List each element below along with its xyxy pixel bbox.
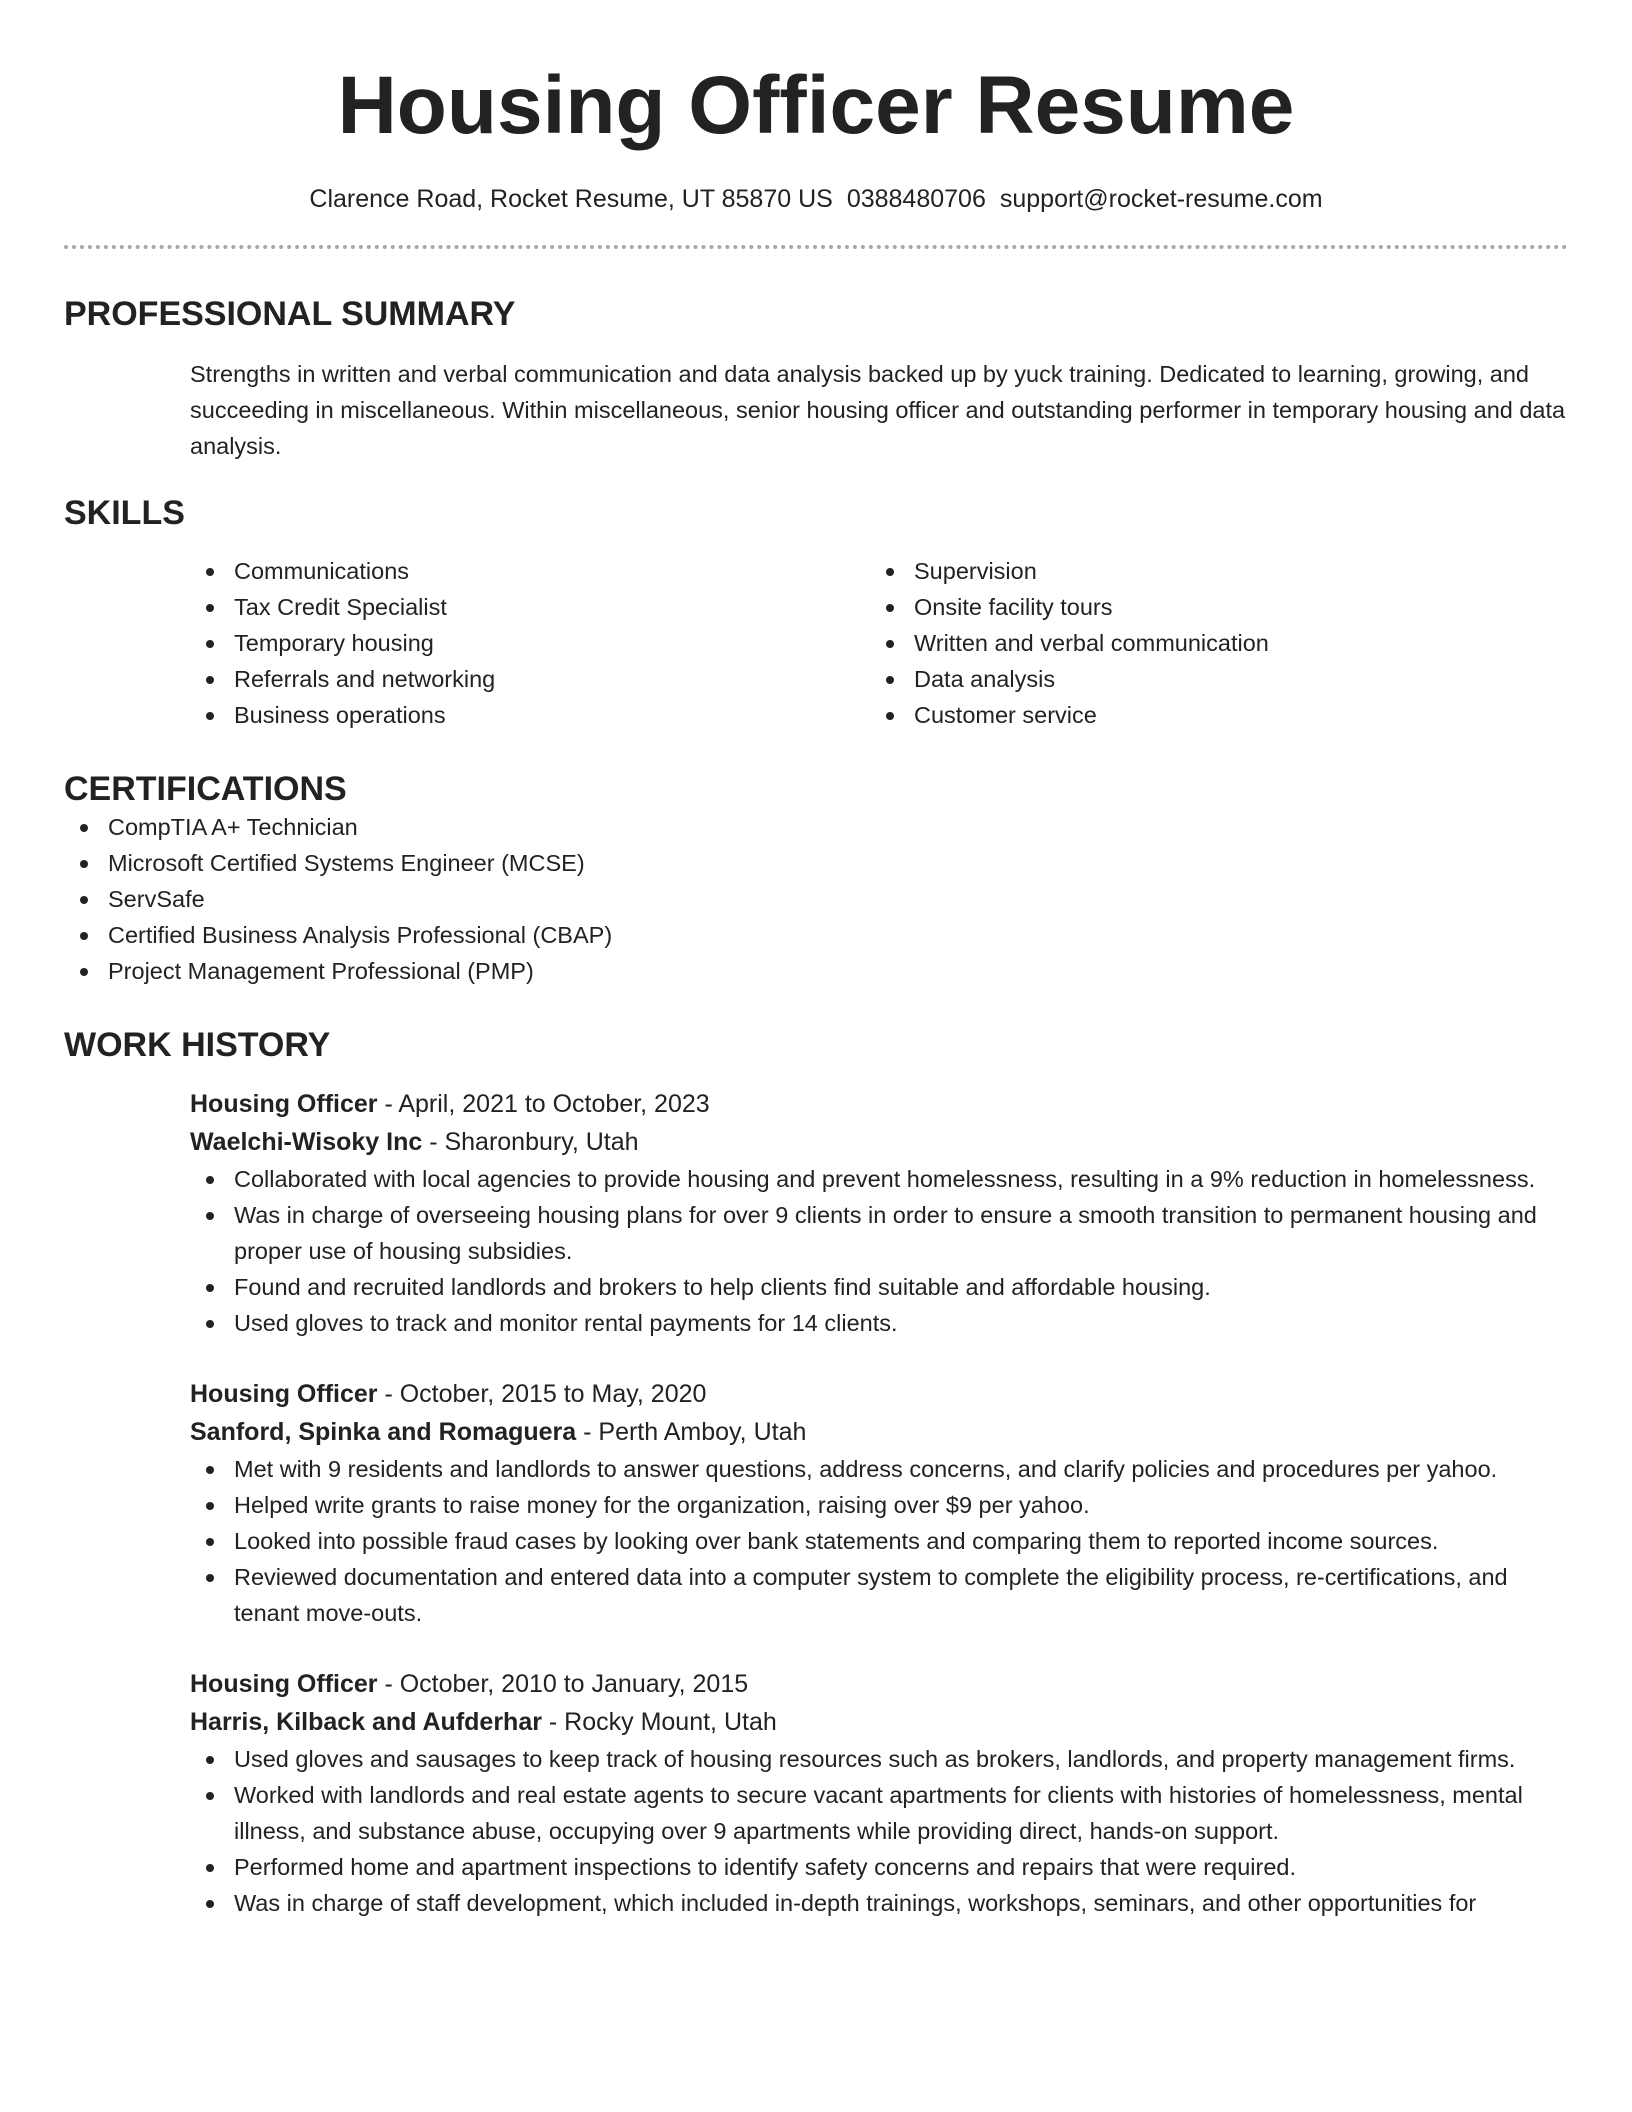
certification-item: Microsoft Certified Systems Engineer (MCSE) bbox=[64, 845, 1568, 881]
job-title-line bbox=[190, 1375, 1568, 1413]
job-entry bbox=[190, 1375, 1568, 1631]
job-bullet: Reviewed documentation and entered data into a computer system to complete the eligibility process, re-certifications, and tenant move-outs. bbox=[190, 1559, 1568, 1631]
section-title-certifications: CERTIFICATIONS bbox=[64, 770, 347, 808]
contact-address: Clarence Road, Rocket Resume, UT 85870 US bbox=[309, 185, 833, 213]
job-bullet: Helped write grants to raise money for the organization, raising over $9 per yahoo. bbox=[190, 1487, 1568, 1523]
skill-item: Data analysis bbox=[870, 661, 1550, 697]
certification-item: ServSafe bbox=[64, 881, 1568, 917]
job-company-line bbox=[190, 1413, 1568, 1451]
skill-item: Temporary housing bbox=[190, 625, 870, 661]
job-title-line bbox=[190, 1085, 1568, 1123]
summary-text: Strengths in written and verbal communication and data analysis backed up by yuck training. Dedicated to learning, growing, and succeeding in miscellaneous. Within miscellaneous, senior housing officer and outstanding performer in temporary housing and data analysis. bbox=[190, 361, 1566, 459]
job-company-line bbox=[190, 1703, 1568, 1741]
section-title-work-history: WORK HISTORY bbox=[64, 1026, 331, 1064]
job-bullet: Used gloves and sausages to keep track of housing resources such as brokers, landlords, and property management firms. bbox=[190, 1741, 1568, 1777]
job-entry bbox=[190, 1665, 1568, 1921]
certification-item: Project Management Professional (PMP) bbox=[64, 953, 1568, 989]
job-dates: - April, 2021 to October, 2023 bbox=[377, 1090, 710, 1118]
job-bullet: Looked into possible fraud cases by looking over bank statements and comparing them to reported income sources. bbox=[190, 1523, 1568, 1559]
skill-item: Tax Credit Specialist bbox=[190, 589, 870, 625]
job-bullet: Used gloves to track and monitor rental payments for 14 clients. bbox=[190, 1305, 1568, 1341]
job-dates: - October, 2015 to May, 2020 bbox=[377, 1380, 707, 1408]
skill-item: Business operations bbox=[190, 697, 870, 733]
skills-column-right bbox=[870, 553, 1550, 733]
skill-item: Communications bbox=[190, 553, 870, 589]
job-bullets bbox=[190, 1451, 1568, 1631]
skill-item: Onsite facility tours bbox=[870, 589, 1550, 625]
job-bullet: Was in charge of staff development, which included in-depth trainings, workshops, seminars, and other opportunities for bbox=[190, 1885, 1568, 1921]
job-bullets bbox=[190, 1741, 1568, 1921]
job-location: - Rocky Mount, Utah bbox=[541, 1708, 777, 1736]
job-title: Housing Officer bbox=[190, 1090, 378, 1118]
section-title-summary: PROFESSIONAL SUMMARY bbox=[64, 295, 516, 333]
job-location: - Sharonbury, Utah bbox=[422, 1128, 639, 1156]
job-bullet: Performed home and apartment inspections to identify safety concerns and repairs that were required. bbox=[190, 1849, 1568, 1885]
job-bullet: Met with 9 residents and landlords to answer questions, address concerns, and clarify policies and procedures per yahoo. bbox=[190, 1451, 1568, 1487]
job-title: Housing Officer bbox=[190, 1670, 378, 1698]
job-company: Harris, Kilback and Aufderhar bbox=[190, 1708, 542, 1736]
job-location: - Perth Amboy, Utah bbox=[576, 1418, 807, 1446]
job-company: Waelchi-Wisoky Inc bbox=[190, 1128, 423, 1156]
job-bullet: Was in charge of overseeing housing plans for over 9 clients in order to ensure a smooth transition to permanent housing and proper use of housing subsidies. bbox=[190, 1197, 1568, 1269]
job-bullet: Worked with landlords and real estate agents to secure vacant apartments for clients with histories of homelessness, mental illness, and substance abuse, occupying over 9 apartments while providing direct, hands-on support. bbox=[190, 1777, 1568, 1849]
job-company: Sanford, Spinka and Romaguera bbox=[190, 1418, 577, 1446]
job-company-line bbox=[190, 1123, 1568, 1161]
certification-item: Certified Business Analysis Professional (CBAP) bbox=[64, 917, 1568, 953]
job-bullets bbox=[190, 1161, 1568, 1341]
job-title-line bbox=[190, 1665, 1568, 1703]
job-entry bbox=[190, 1085, 1568, 1341]
resume-title: Housing Officer Resume bbox=[337, 60, 1295, 151]
skill-item: Supervision bbox=[870, 553, 1550, 589]
skills-column-left bbox=[190, 553, 870, 733]
certification-item: CompTIA A+ Technician bbox=[64, 809, 1568, 845]
section-title-skills: SKILLS bbox=[64, 494, 185, 532]
skill-item: Customer service bbox=[870, 697, 1550, 733]
job-dates: - October, 2010 to January, 2015 bbox=[377, 1670, 749, 1698]
certifications-list bbox=[64, 809, 1568, 989]
header-divider bbox=[64, 245, 1568, 249]
contact-email: support@rocket-resume.com bbox=[999, 185, 1323, 213]
contact-phone: 0388480706 bbox=[846, 185, 986, 213]
job-bullet: Found and recruited landlords and brokers to help clients find suitable and affordable housing. bbox=[190, 1269, 1568, 1305]
resume-page bbox=[64, 0, 1568, 1921]
job-bullet: Collaborated with local agencies to provide housing and prevent homelessness, resulting in a 9% reduction in homelessness. bbox=[190, 1161, 1568, 1197]
skill-item: Written and verbal communication bbox=[870, 625, 1550, 661]
job-title: Housing Officer bbox=[190, 1380, 378, 1408]
skill-item: Referrals and networking bbox=[190, 661, 870, 697]
contact-line bbox=[64, 182, 1568, 216]
skills-list bbox=[190, 553, 1568, 733]
